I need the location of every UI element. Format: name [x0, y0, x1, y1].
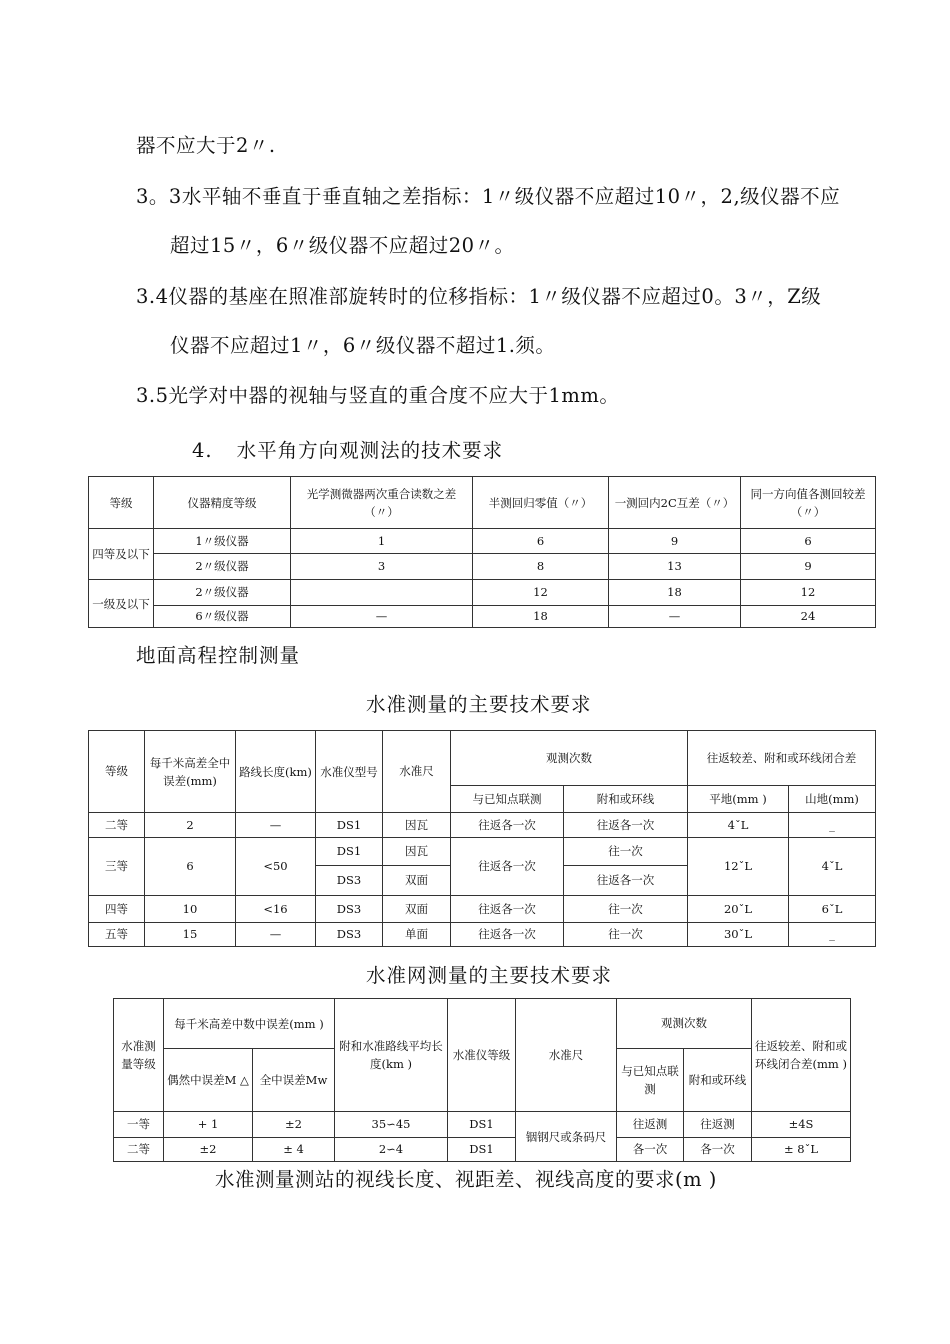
table-cell: 12	[473, 580, 609, 606]
header-precision: 仪器精度等级	[154, 477, 291, 529]
table-cell: 二等	[89, 813, 145, 838]
header-micrometer-diff: 光学测微器两次重合读数之差（〃）	[291, 477, 473, 529]
table-cell: 4ˇL	[688, 813, 789, 838]
table-cell: 30ˇL	[688, 923, 789, 947]
table-cell: 1	[291, 529, 473, 554]
header-half-round-zero: 半测回归零值（〃）	[473, 477, 609, 529]
table-cell: + 1	[164, 1112, 253, 1138]
header-known-point: 与已知点联测	[617, 1049, 684, 1112]
table-cell: 6	[741, 529, 876, 554]
table-cell: 往返各一次	[564, 813, 688, 838]
header-observations: 观测次数	[451, 731, 688, 786]
table-cell: ± 8ˇL	[752, 1138, 851, 1162]
header-observations: 观测次数	[617, 999, 752, 1049]
table-cell: 6ˇL	[789, 896, 876, 923]
table-cell: 二等	[114, 1138, 164, 1162]
paragraph-line-1: 器不应大于2〃.	[136, 134, 276, 157]
table-row	[89, 896, 876, 923]
header-hill: 山地(mm)	[789, 786, 876, 813]
table-cell: 各一次	[617, 1138, 684, 1162]
section-number: 4.	[192, 439, 213, 462]
table-cell: 往返测	[617, 1112, 684, 1138]
table-cell: 12	[741, 580, 876, 606]
table-cell: <16	[236, 896, 316, 923]
table-cell: —	[236, 813, 316, 838]
header-closure: 往返较差、附和或环线闭合差(mm )	[752, 999, 851, 1112]
table-cell: 铟钢尺或条码尺	[516, 1112, 617, 1162]
header-instrument: 水准仪型号	[316, 731, 383, 813]
leveling-table	[88, 730, 876, 947]
table-cell: 24	[741, 606, 876, 628]
table-cell: 20ˇL	[688, 896, 789, 923]
table-cell: DS1	[448, 1112, 516, 1138]
table-cell: 五等	[89, 923, 145, 947]
leveling-network-table	[113, 998, 851, 1162]
table-cell: 35∽45	[335, 1112, 448, 1138]
ground-elevation-heading: 地面高程控制测量	[136, 644, 301, 667]
table-cell: 往返各一次	[564, 866, 688, 896]
table-cell: 8	[473, 554, 609, 580]
table-row	[114, 1112, 851, 1138]
table-row	[89, 838, 876, 866]
table-cell: 18	[473, 606, 609, 628]
header-instrument-grade: 水准仪等级	[448, 999, 516, 1112]
sight-line-heading: 水准测量测站的视线长度、视距差、视线高度的要求(m )	[215, 1168, 717, 1191]
table-cell: ±4S	[752, 1112, 851, 1138]
table-cell: 往一次	[564, 923, 688, 947]
table-row	[89, 923, 876, 947]
horizontal-angle-table	[88, 476, 876, 628]
table-cell: ±2	[253, 1112, 335, 1138]
table-cell: DS3	[316, 923, 383, 947]
leveling-requirements-heading: 水准测量的主要技术要求	[366, 693, 592, 716]
table-cell: ±2	[164, 1138, 253, 1162]
table-cell: 往返各一次	[451, 896, 564, 923]
table-cell: 单面	[383, 923, 451, 947]
table-cell: 12ˇL	[688, 838, 789, 896]
group-first-and-below: 一级及以下	[89, 580, 154, 628]
table-cell: 4ˇL	[789, 838, 876, 896]
header-loop: 附和或环线	[564, 786, 688, 813]
header-grade: 等级	[89, 731, 145, 813]
leveling-network-heading: 水准网测量的主要技术要求	[366, 964, 613, 987]
header-route-length: 路线长度(km)	[236, 731, 316, 813]
table-cell	[291, 580, 473, 606]
table-cell: 往返测	[684, 1112, 752, 1138]
header-route-length: 附和水准路线平均长度(km )	[335, 999, 448, 1112]
table-cell: 1〃级仪器	[154, 529, 291, 554]
table-cell: 15	[145, 923, 236, 947]
table-cell: 2∽4	[335, 1138, 448, 1162]
section-4-heading	[192, 435, 503, 463]
paragraph-line-4: 3.4仪器的基座在照准部旋转时的位移指标：1〃级仪器不应超过0。3〃，Z级	[136, 285, 822, 308]
table-cell: 6	[473, 529, 609, 554]
header-rod: 水准尺	[383, 731, 451, 813]
header-closure: 往返较差、附和或环线闭合差	[688, 731, 876, 786]
table-cell: DS3	[316, 896, 383, 923]
table-cell: 18	[609, 580, 741, 606]
table-cell: DS1	[316, 838, 383, 866]
table-cell: 各一次	[684, 1138, 752, 1162]
table-cell: 双面	[383, 896, 451, 923]
header-grade: 等级	[89, 477, 154, 529]
table-cell: 往一次	[564, 896, 688, 923]
table-cell: 因瓦	[383, 838, 451, 866]
table-cell: 2〃级仪器	[154, 554, 291, 580]
table-cell: 往返各一次	[451, 838, 564, 896]
header-rod: 水准尺	[516, 999, 617, 1112]
header-loop: 附和或环线	[684, 1049, 752, 1112]
table-cell: 6	[145, 838, 236, 896]
header-known-point: 与已知点联测	[451, 786, 564, 813]
header-level-grade: 水准测量等级	[114, 999, 164, 1112]
header-error: 每千米高差中数中误差(mm )	[164, 999, 335, 1049]
header-total-error: 全中误差Mw	[253, 1049, 335, 1112]
header-accidental-error: 偶然中误差M △	[164, 1049, 253, 1112]
paragraph-line-3: 超过15〃，6〃级仪器不应超过20〃。	[170, 234, 515, 257]
table-cell: 往返各一次	[451, 813, 564, 838]
table-cell: <50	[236, 838, 316, 896]
table-cell: 9	[609, 529, 741, 554]
table-cell: 10	[145, 896, 236, 923]
table-cell: 6〃级仪器	[154, 606, 291, 628]
table-cell: 往一次	[564, 838, 688, 866]
table-cell: —	[291, 606, 473, 628]
table-cell: 一等	[114, 1112, 164, 1138]
table-cell: 四等	[89, 896, 145, 923]
header-flat: 平地(mm )	[688, 786, 789, 813]
table-cell: 因瓦	[383, 813, 451, 838]
table-cell: DS3	[316, 866, 383, 896]
table-cell: _	[789, 813, 876, 838]
table-cell: DS1	[316, 813, 383, 838]
header-error: 每千米高差全中误差(mm)	[145, 731, 236, 813]
paragraph-line-6: 3.5光学对中器的视轴与竖直的重合度不应大于1mm。	[136, 384, 620, 407]
table-cell: 2	[145, 813, 236, 838]
section-title: 水平角方向观测法的技术要求	[236, 439, 504, 462]
group-fourth-and-below: 四等及以下	[89, 529, 154, 580]
table-cell: 3	[291, 554, 473, 580]
table-cell: 13	[609, 554, 741, 580]
table-cell: 2〃级仪器	[154, 580, 291, 606]
table-cell: DS1	[448, 1138, 516, 1162]
header-2c-diff: 一测回内2C互差（〃）	[609, 477, 741, 529]
table-cell: 往返各一次	[451, 923, 564, 947]
table-cell: —	[236, 923, 316, 947]
table-cell: 双面	[383, 866, 451, 896]
paragraph-line-2: 3。3水平轴不垂直于垂直轴之差指标：1〃级仪器不应超过10〃，2,级仪器不应	[136, 185, 841, 208]
header-direction-diff: 同一方向值各测回较差（〃）	[741, 477, 876, 529]
table-row	[114, 1138, 851, 1162]
table-cell: _	[789, 923, 876, 947]
table-cell: ± 4	[253, 1138, 335, 1162]
table-cell: 9	[741, 554, 876, 580]
table-cell: 三等	[89, 838, 145, 896]
paragraph-line-5: 仪器不应超过1〃，6〃级仪器不超过1.须。	[170, 334, 556, 357]
table-row	[89, 813, 876, 838]
table-cell: —	[609, 606, 741, 628]
